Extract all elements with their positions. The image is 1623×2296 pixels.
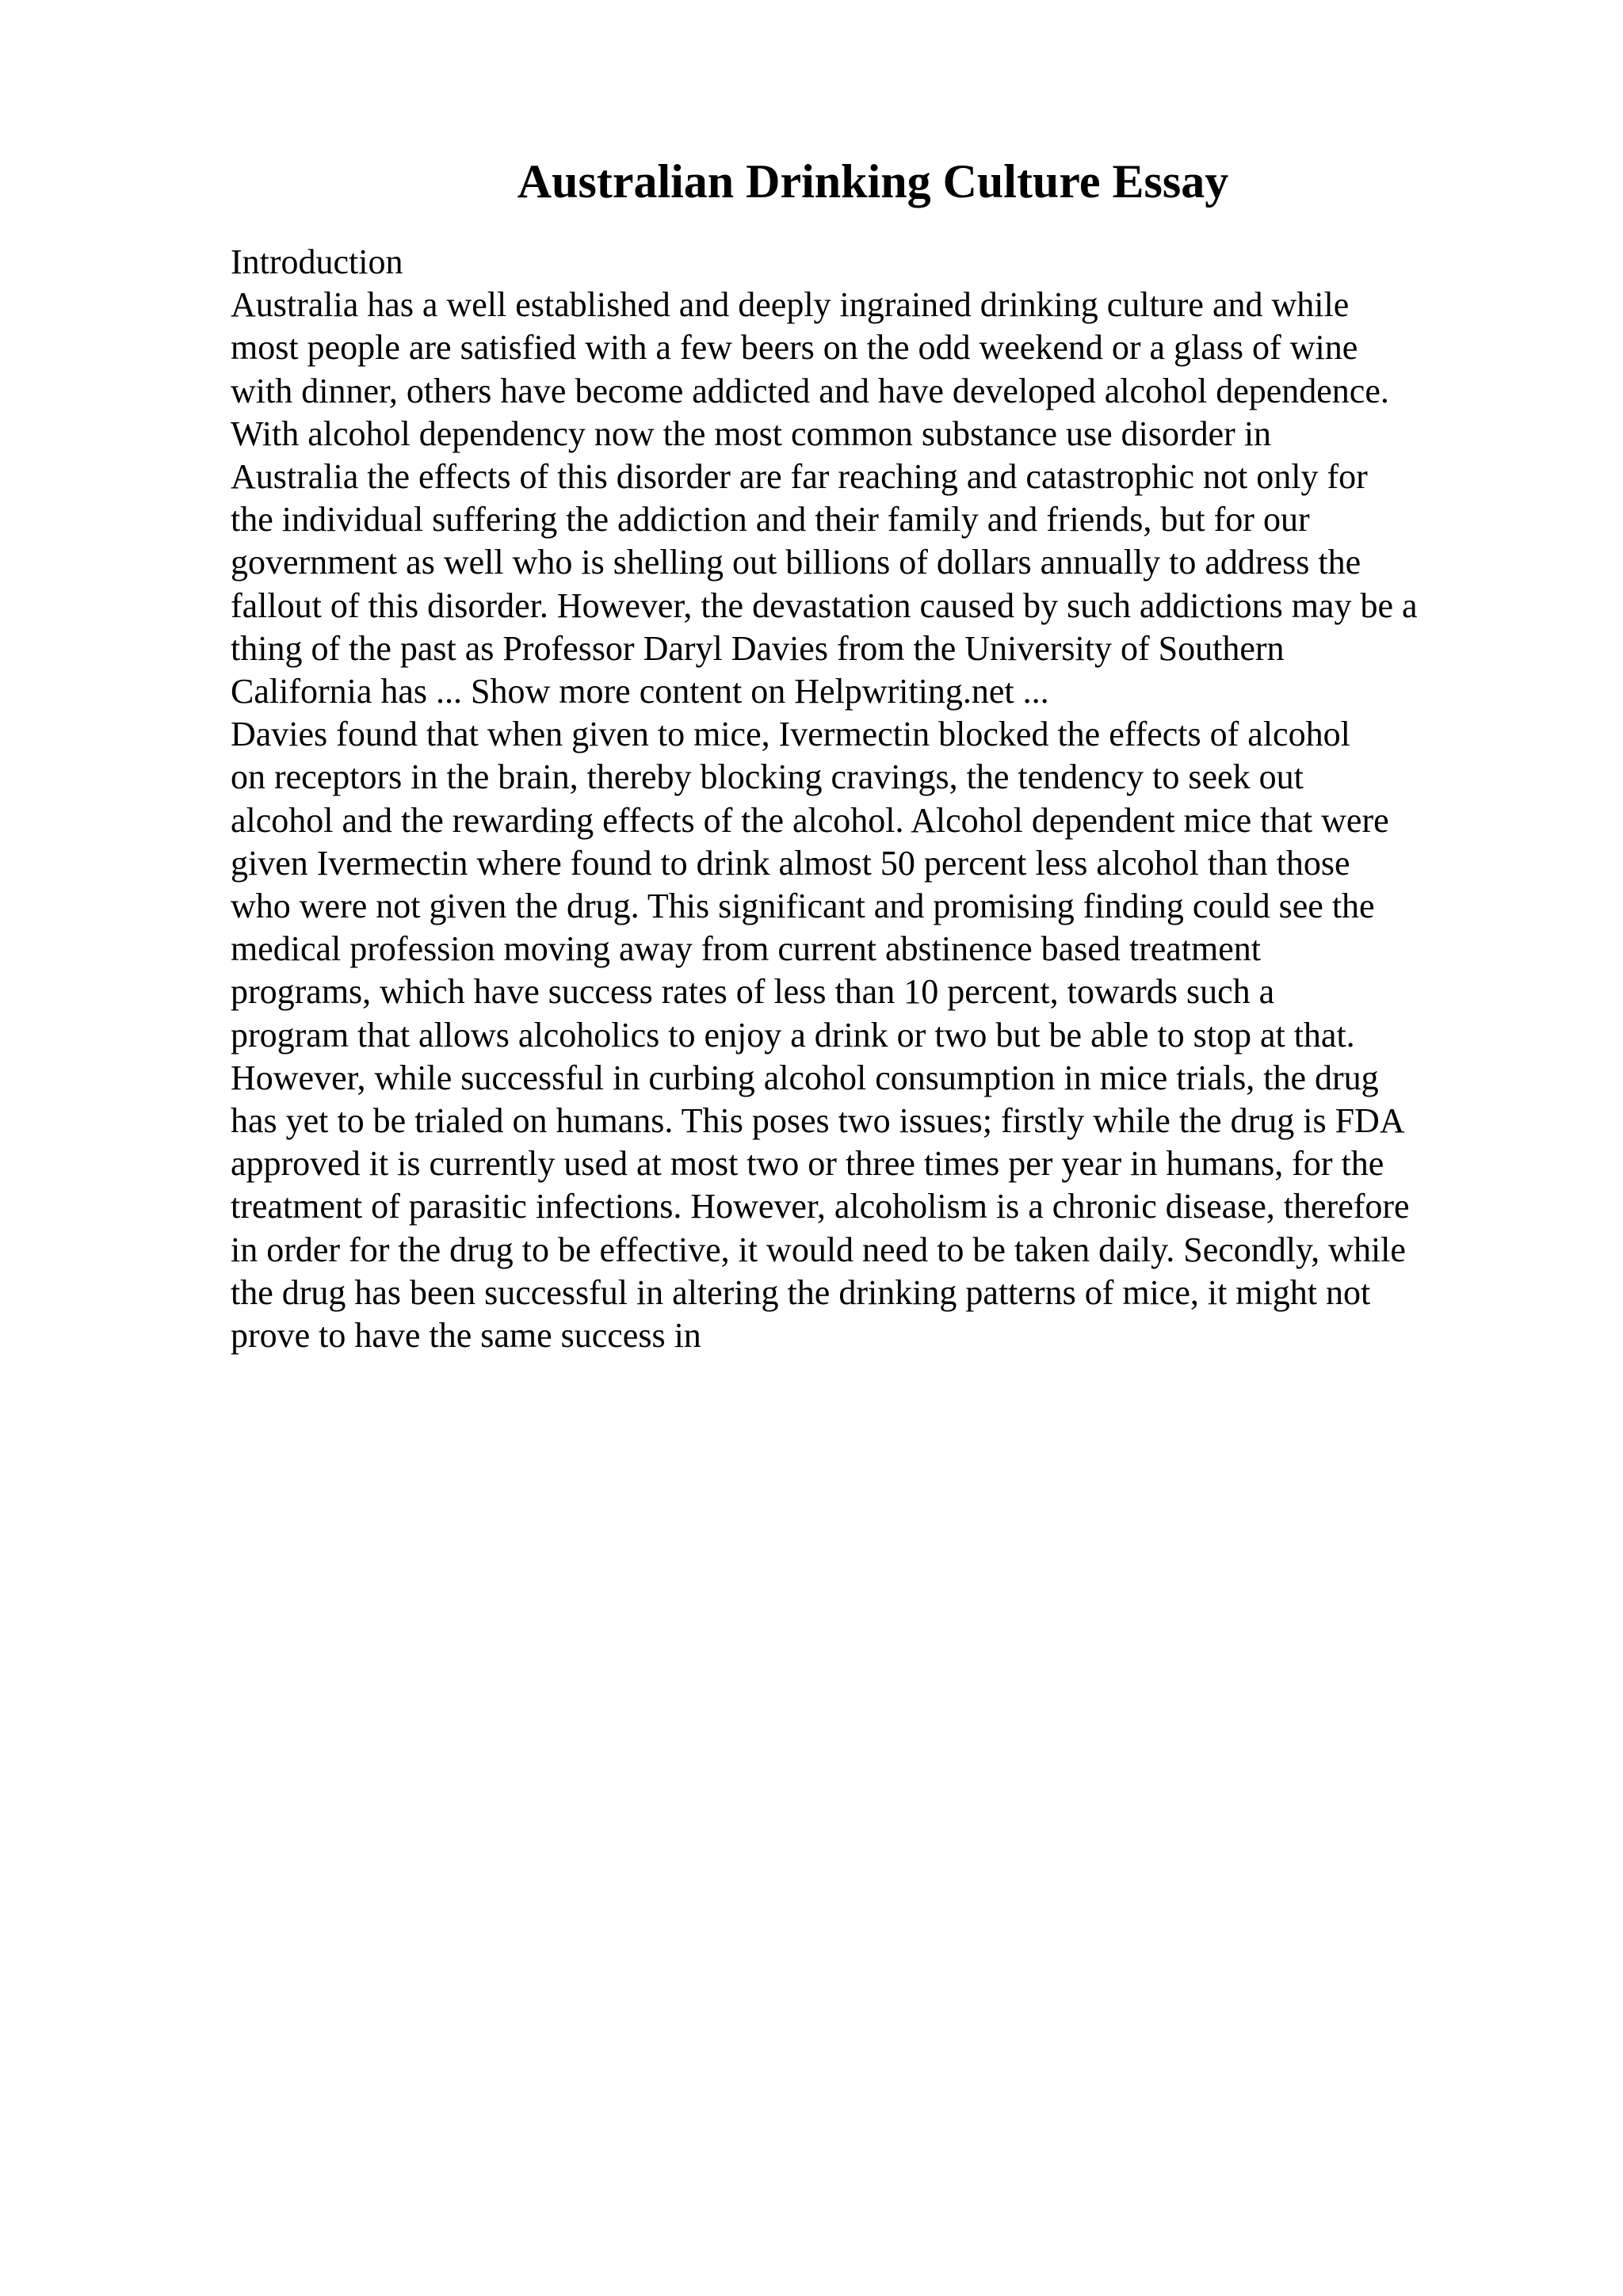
document-title: Australian Drinking Culture Essay bbox=[517, 155, 1229, 208]
text-line: prove to have the same success in bbox=[231, 1316, 701, 1356]
text-line: alcohol and the rewarding effects of the alcohol. Alcohol dependent mice that were bbox=[231, 800, 1389, 840]
text-line: the individual suffering the addiction and their family and friends, but for our bbox=[231, 500, 1310, 540]
text-line: With alcohol dependency now the most common substance use disorder in bbox=[231, 414, 1272, 453]
text-line: who were not given the drug. This significant and promising finding could see the bbox=[231, 887, 1375, 926]
text-line: programs, which have success rates of less than 10 percent, towards such a bbox=[231, 972, 1275, 1012]
text-line: approved it is currently used at most two or three times per year in humans, for the bbox=[231, 1144, 1384, 1184]
essay-body bbox=[231, 241, 1594, 1357]
text-line: most people are satisfied with a few beers on the odd weekend or a glass of wine bbox=[231, 328, 1358, 368]
text-line: Davies found that when given to mice, Ivermectin blocked the effects of alcohol bbox=[231, 715, 1350, 754]
text-line: the drug has been successful in altering the drinking patterns of mice, it might not bbox=[231, 1272, 1371, 1312]
text-line: treatment of parasitic infections. However, alcoholism is a chronic disease, therefore bbox=[231, 1187, 1410, 1226]
text-line: medical profession moving away from current abstinence based treatment bbox=[231, 929, 1261, 969]
text-line: thing of the past as Professor Daryl Davies from the University of Southern bbox=[231, 628, 1285, 668]
text-line: government as well who is shelling out billions of dollars annually to address the bbox=[231, 543, 1361, 582]
text-line: However, while successful in curbing alcohol consumption in mice trials, the drug bbox=[231, 1058, 1379, 1097]
text-line: California has ... Show more content on Helpwriting.net ... bbox=[231, 672, 1049, 711]
text-line: in order for the drug to be effective, it would need to be taken daily. Secondly, while bbox=[231, 1230, 1406, 1269]
text-line: on receptors in the brain, thereby blocking cravings, the tendency to seek out bbox=[231, 757, 1304, 797]
text-line: Australia has a well established and deeply ingrained drinking culture and while bbox=[231, 285, 1350, 325]
text-line: fallout of this disorder. However, the devastation caused by such addictions may be a bbox=[231, 585, 1418, 625]
text-line: given Ivermectin where found to drink almost 50 percent less alcohol than those bbox=[231, 843, 1350, 883]
text-line: has yet to be trialed on humans. This poses two issues; firstly while the drug is FDA bbox=[231, 1101, 1405, 1141]
text-line: with dinner, others have become addicted and have developed alcohol dependence. bbox=[231, 371, 1389, 410]
text-line: Australia the effects of this disorder are far reaching and catastrophic not only for bbox=[231, 457, 1368, 497]
section-heading-introduction: Introduction bbox=[231, 242, 403, 281]
text-line: program that allows alcoholics to enjoy a drink or two but be able to stop at that. bbox=[231, 1015, 1355, 1055]
